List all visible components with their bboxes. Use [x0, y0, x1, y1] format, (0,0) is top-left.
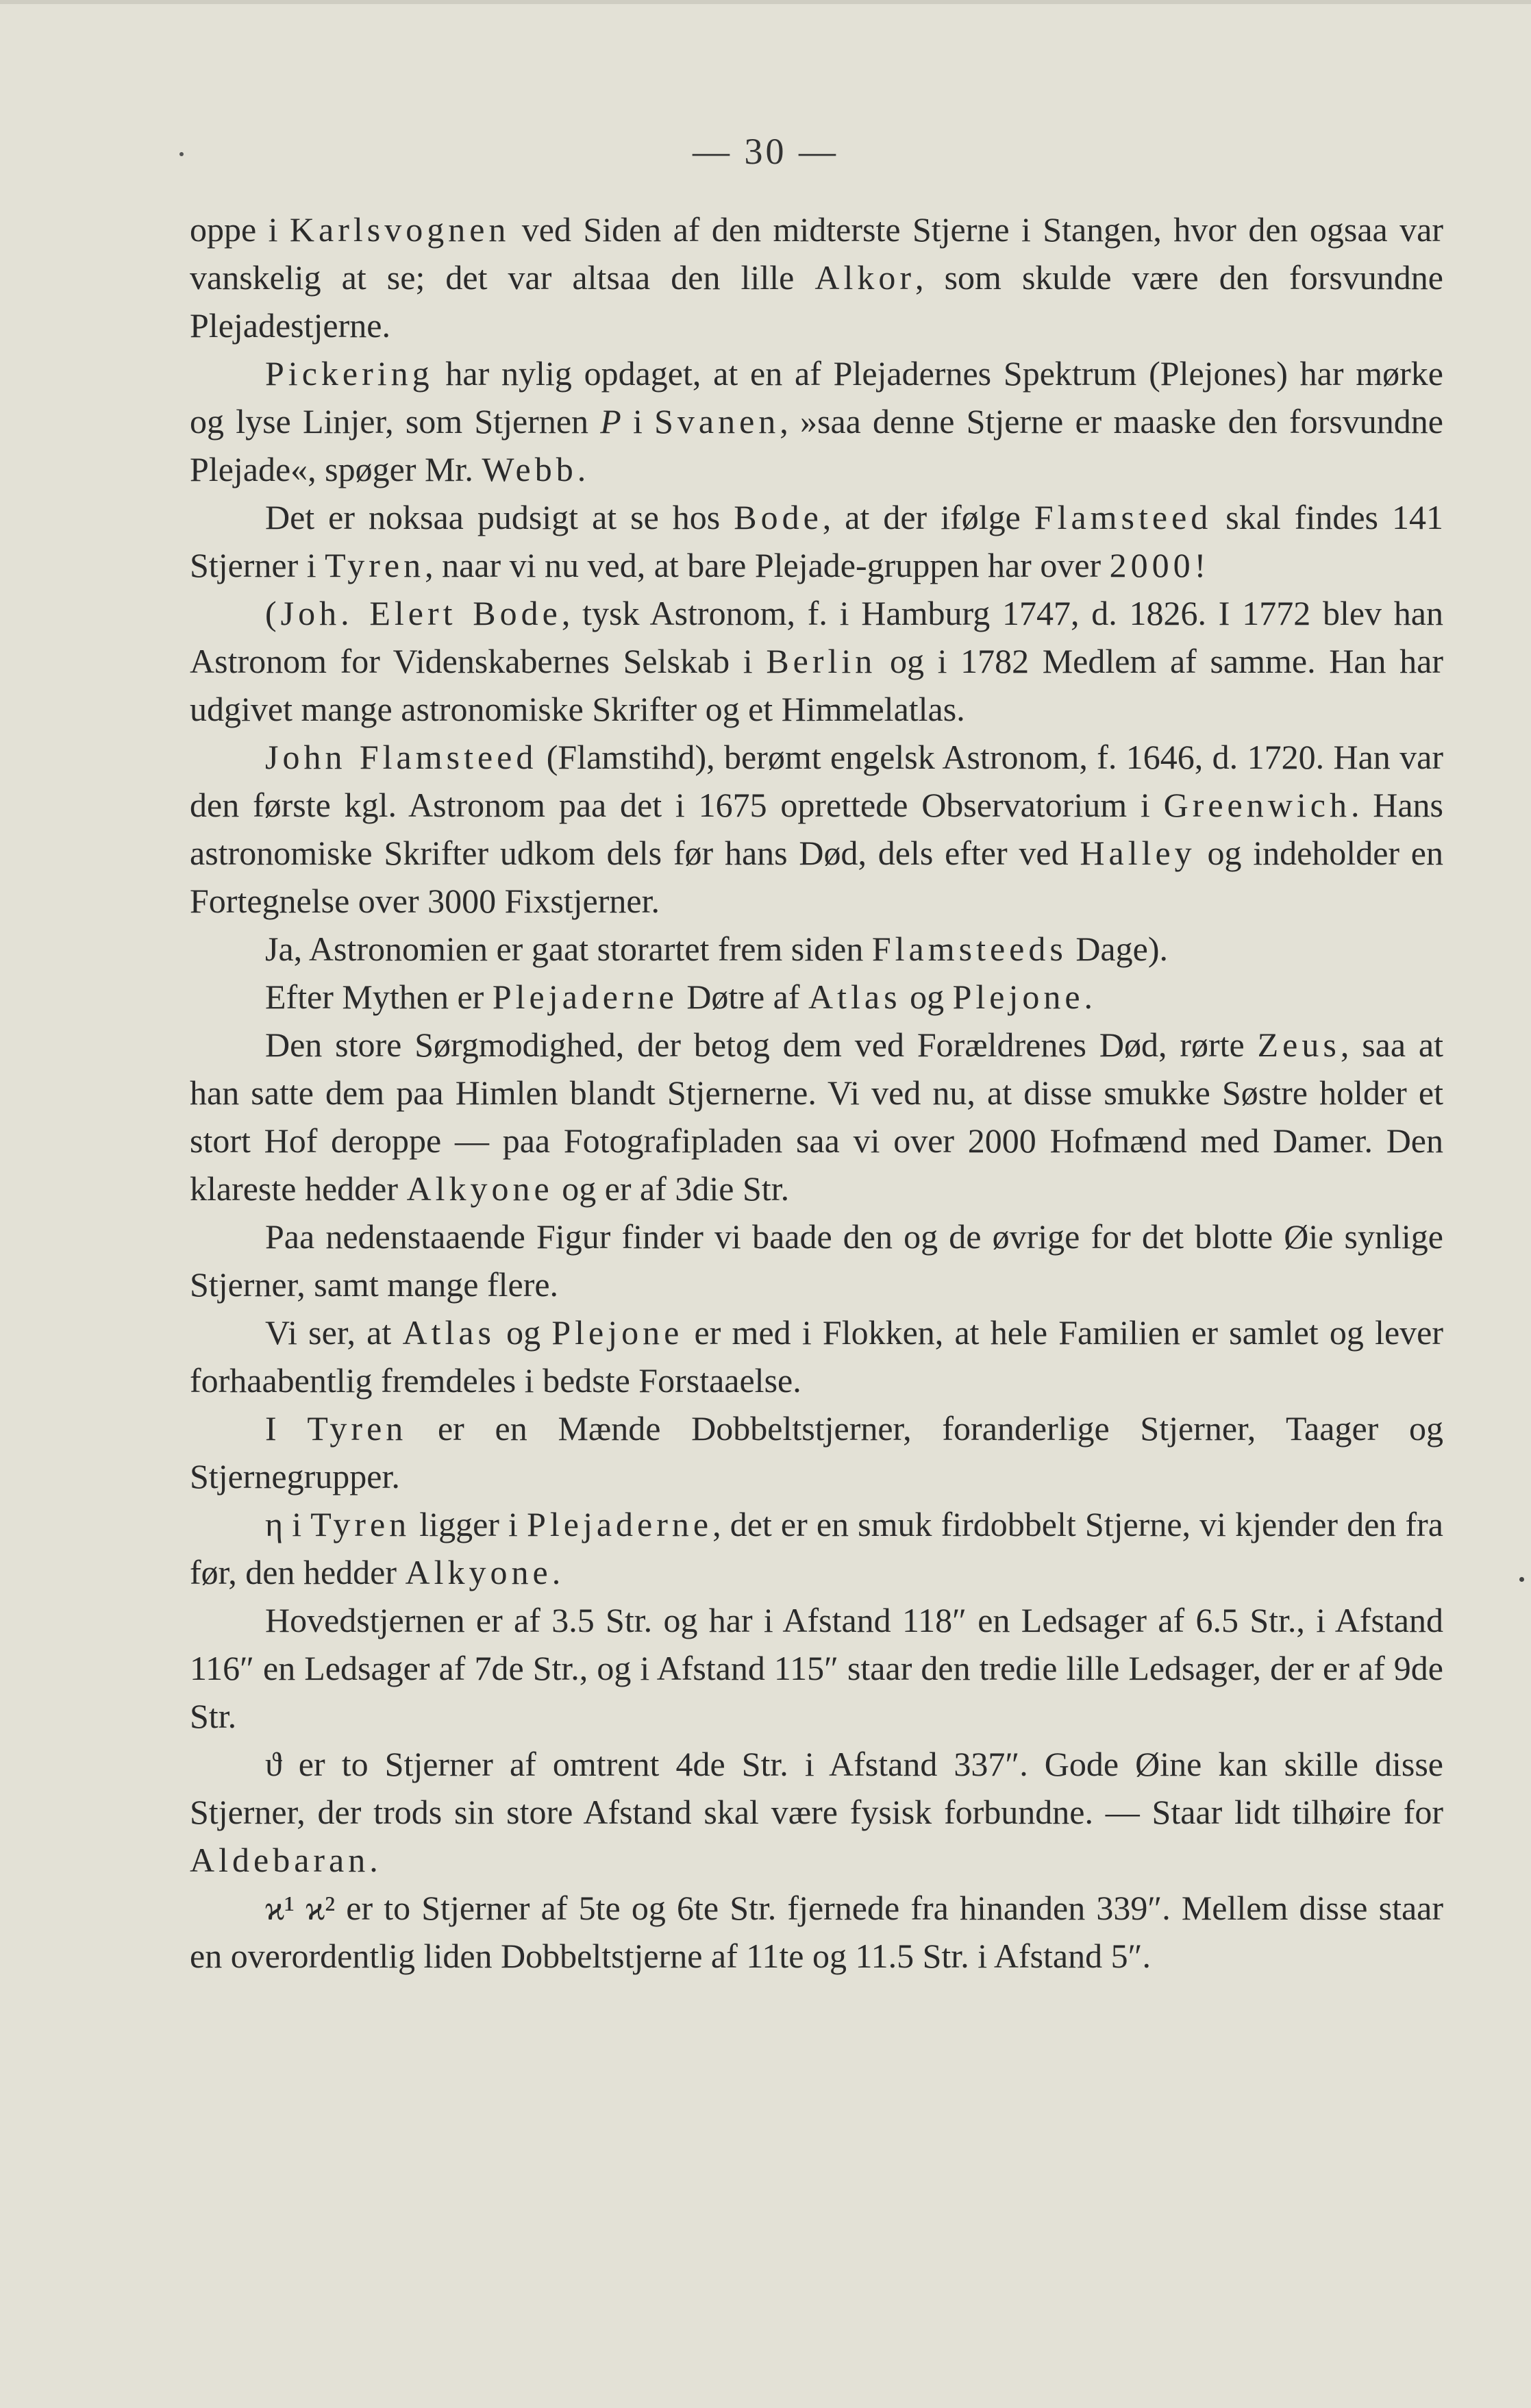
paragraph	[190, 733, 1443, 925]
paragraph	[190, 1404, 1443, 1500]
spaced-name: Webb	[482, 450, 577, 488]
text-run: og i 1782 Medlem af samme. Han har udgivet mange astronomiske Skrifter og et Himmelatlas.	[190, 642, 1443, 728]
paragraph	[190, 1308, 1443, 1404]
text-run: , som skulde være den forsvundne Plejadestjerne.	[190, 258, 1443, 345]
spaced-name: Plejaderne	[492, 978, 678, 1016]
text-run: .	[551, 1553, 561, 1591]
spaced-name: Flamsteeds	[871, 930, 1067, 968]
text-run: . Hans astronomiske Skrifter udkom dels før hans Død, dels efter ved	[190, 786, 1444, 872]
text-run: ϑ er to Stjerner af omtrent 4de Str. i Afstand 337″. Gode Øine kan skille disse Stjerner, der trods sin store Afstand skal være fysisk forbundne. — Staar lidt tilhøire for	[190, 1745, 1443, 1831]
spaced-name: Greenwich	[1163, 786, 1351, 824]
text-run: Ja, Astronomien er gaat storartet frem siden	[265, 930, 872, 968]
text-run: Det er noksaa pudsigt at se hos	[265, 498, 734, 536]
paragraph	[190, 493, 1443, 589]
paragraph	[190, 1884, 1443, 1980]
paragraph	[190, 1213, 1443, 1308]
spaced-name: Alkyone	[406, 1169, 553, 1208]
text-run: Vi ser, at	[265, 1313, 403, 1352]
spaced-name: Tyren	[310, 1505, 411, 1543]
text-run: og indeholder en Fortegnelse over 3000 Fixstjerner.	[190, 834, 1443, 920]
text-run: , naar vi nu ved, at bare Plejade-gruppen har over	[425, 546, 1110, 584]
spaced-name: Tyren	[325, 546, 425, 584]
spaced-name: Atlas	[808, 978, 901, 1016]
spaced-name: (Joh. Elert Bode	[265, 594, 562, 632]
paragraph	[190, 1740, 1443, 1884]
body-text	[190, 206, 1443, 1980]
spaced-name: Aldebaran	[190, 1841, 370, 1879]
text-run: Den store Sørgmodighed, der betog dem ved Forældrenes Død, rørte	[265, 1026, 1258, 1064]
text-run: er en Mænde Dobbeltstjerner, foranderlige Stjerner, Taager og Stjernegrupper.	[190, 1409, 1443, 1495]
spaced-name: Halley	[1080, 834, 1196, 872]
paragraph	[190, 1021, 1443, 1213]
spaced-name: Flamsteed	[1034, 498, 1212, 536]
text-run: I	[265, 1409, 308, 1448]
text-run: og	[495, 1313, 552, 1352]
text-run: , »saa denne Stjerne er maaske den forsvundne Plejade«, spøger Mr.	[190, 402, 1443, 488]
text-run: oppe i	[190, 210, 290, 249]
text-run: er med i Flokken, at hele Familien er samlet og lever forhaabentlig fremdeles i bedste Forstaaelse.	[190, 1313, 1443, 1400]
text-run: skal findes 141 Stjerner i	[190, 498, 1443, 584]
paragraph	[190, 206, 1443, 349]
text-run: Efter Mythen er	[265, 978, 493, 1016]
text-run: ligger i	[410, 1505, 527, 1543]
text-run: Paa nedenstaaende Figur finder vi baade den og de øvrige for det blotte Øie synlige Stjerner, samt mange flere.	[190, 1217, 1443, 1304]
spaced-name: John Flamsteed	[265, 738, 538, 776]
text-run: Hovedstjernen er af 3.5 Str. og har i Afstand 118″ en Ledsager af 6.5 Str., i Afstand 116″ en Ledsager af 7de Str., og i Afstand 115″ staar den tredie lille Ledsager, der er af 9de Str.	[190, 1601, 1443, 1735]
spaced-name: Zeus	[1257, 1026, 1341, 1064]
text-run: , tysk Astronom, f. i Hamburg 1747, d. 1826. I 1772 blev han Astronom for Videnskabernes Selskab i	[190, 594, 1443, 680]
paragraph	[190, 1500, 1443, 1596]
paragraph	[190, 349, 1443, 493]
spaced-name: Karlsvognen	[289, 210, 510, 249]
spaced-name: Plejone	[551, 1313, 684, 1352]
spaced-name: Alkyone	[405, 1553, 552, 1591]
paragraph	[190, 925, 1443, 973]
spaced-name: Plejone	[952, 978, 1084, 1016]
spaced-name: Svanen	[654, 402, 780, 440]
spaced-name: Atlas	[402, 1313, 495, 1352]
text-run: i	[621, 402, 655, 440]
text-run: P	[600, 402, 621, 440]
paragraph	[190, 589, 1443, 733]
spaced-name: Tyren	[307, 1409, 408, 1448]
text-run: !	[1194, 546, 1206, 584]
text-run: og er af 3die Str.	[553, 1169, 790, 1208]
text-run: .	[1084, 978, 1093, 1016]
spaced-name: Plejaderne	[527, 1505, 713, 1543]
text-run: Døtre af	[677, 978, 809, 1016]
text-run: .	[369, 1841, 378, 1879]
text-run: , saa at han satte dem paa Himlen blandt Stjernerne. Vi ved nu, at disse smukke Søstre holder et stort Hof deroppe — paa Fotografipladen saa vi over 2000 Hofmænd med Damer. Den klareste hedder	[190, 1026, 1443, 1208]
text-run: , at der ifølge	[822, 498, 1034, 536]
text-run: , det er en smuk firdobbelt Stjerne, vi kjender den fra før, den hedder	[190, 1505, 1443, 1591]
text-run: har nylig opdaget, at en af Plejadernes Spektrum (Plejones) har mørke og lyse Linjer, som Stjernen	[190, 354, 1443, 440]
spaced-name: Bode	[734, 498, 823, 536]
text-run: og	[901, 978, 953, 1016]
paragraph	[190, 973, 1443, 1021]
spaced-name: Pickering	[265, 354, 434, 393]
spaced-name: 2000	[1109, 546, 1195, 584]
text-run: .	[577, 450, 586, 488]
text-run: Dage).	[1067, 930, 1168, 968]
text-run: ved Siden af den midterste Stjerne i Stangen, hvor den ogsaa var vanskelig at se; det var altsaa den lille	[190, 210, 1443, 297]
page-number: — 30 —	[693, 131, 838, 172]
text-run: (Flamstihd), berømt engelsk Astronom, f. 1646, d. 1720. Han var den første kgl. Astronom paa det i 1675 oprettede Observatorium i	[190, 738, 1443, 824]
text-run: ϰ¹ ϰ² er to Stjerner af 5te og 6te Str. fjernede fra hinanden 339″. Mellem disse staar en overordentlig liden Dobbeltstjerne af 11te og 11.5 Str. i Afstand 5″.	[190, 1889, 1443, 1975]
scan-edge	[0, 0, 1531, 4]
paragraph	[190, 1596, 1443, 1740]
spaced-name: Berlin	[766, 642, 877, 680]
print-speck	[1519, 1577, 1524, 1582]
spaced-name: Alkor	[814, 258, 916, 297]
text-run: η i	[265, 1505, 311, 1543]
